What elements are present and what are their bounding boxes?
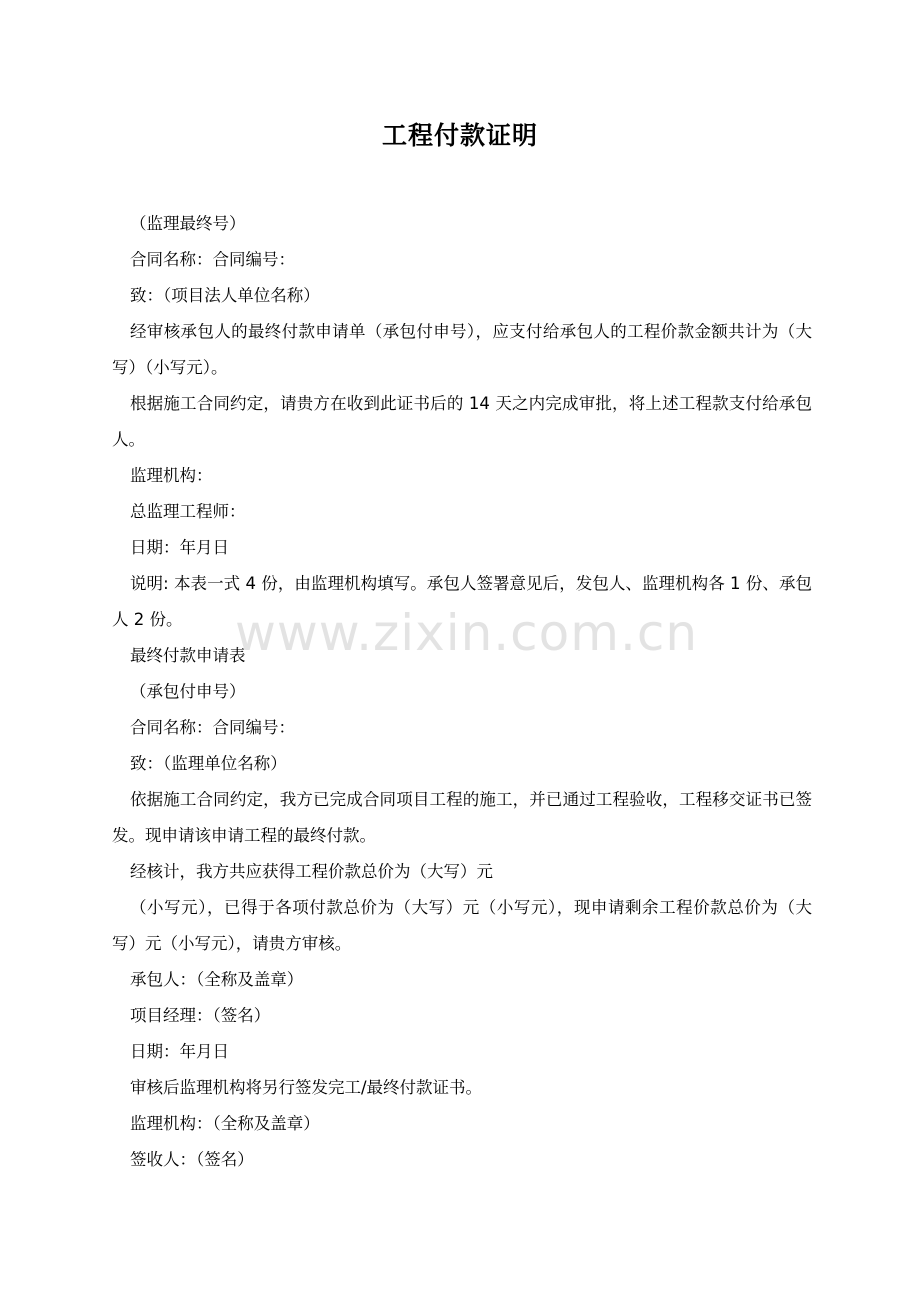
paragraph-contractor-number: （承包付申号） [130,682,246,701]
paragraph-contract-name-2: 合同名称：合同编号： [130,718,295,737]
document-body [112,206,812,1178]
paragraph-supervision-number: （监理最终号） [130,214,246,233]
paragraph-remaining-price: （小写元），已得于各项付款总价为（大写）元（小写元），现申请剩余工程价款总价为（大写）元（小写元），请贵方审核。 [112,898,812,953]
paragraph-date-2: 日期：年月日 [130,1042,229,1061]
paragraph-addressee-2: 致：（监理单位名称） [130,754,287,773]
paragraph-contractor-seal: 承包人：（全称及盖章） [130,970,304,989]
paragraph-supervision-org: 监理机构： [130,466,213,485]
paragraph-receiver: 签收人：（签名） [130,1150,254,1169]
paragraph-total-price: 经核计，我方共应获得工程价款总价为（大写）元 [130,862,493,881]
paragraph-contract-name: 合同名称：合同编号： [130,250,295,269]
paragraph-approval-deadline: 根据施工合同约定，请贵方在收到此证书后的 14 天之内完成审批，将上述工程款支付给承包人。 [112,394,812,449]
paragraph-completion: 依据施工合同约定，我方已完成合同项目工程的施工，并已通过工程验收，工程移交证书已签发。现申请该申请工程的最终付款。 [112,790,812,845]
paragraph-project-manager: 项目经理：（签名） [130,1006,271,1025]
paragraph-date: 日期：年月日 [130,538,229,557]
document-title: 工程付款证明 [381,121,538,150]
paragraph-addressee: 致：（项目法人单位名称） [130,286,320,305]
paragraph-note: 说明: 本表一式 4 份，由监理机构填写。承包人签署意见后，发包人、监理机构各 1 份、承包人 2 份。 [112,574,812,629]
watermark-text: www.zixin.com.cn [235,604,699,662]
paragraph-section-heading: 最终付款申请表 [130,646,246,665]
paragraph-review-amount: 经审核承包人的最终付款申请单（承包付申号），应支付给承包人的工程价款金额共计为（大写）（小写元）。 [112,322,812,377]
paragraph-supervision-seal: 监理机构：（全称及盖章） [130,1114,320,1133]
paragraph-chief-engineer: 总监理工程师： [130,502,246,521]
paragraph-certificate-note: 审核后监理机构将另行签发完工/最终付款证书。 [130,1078,483,1097]
